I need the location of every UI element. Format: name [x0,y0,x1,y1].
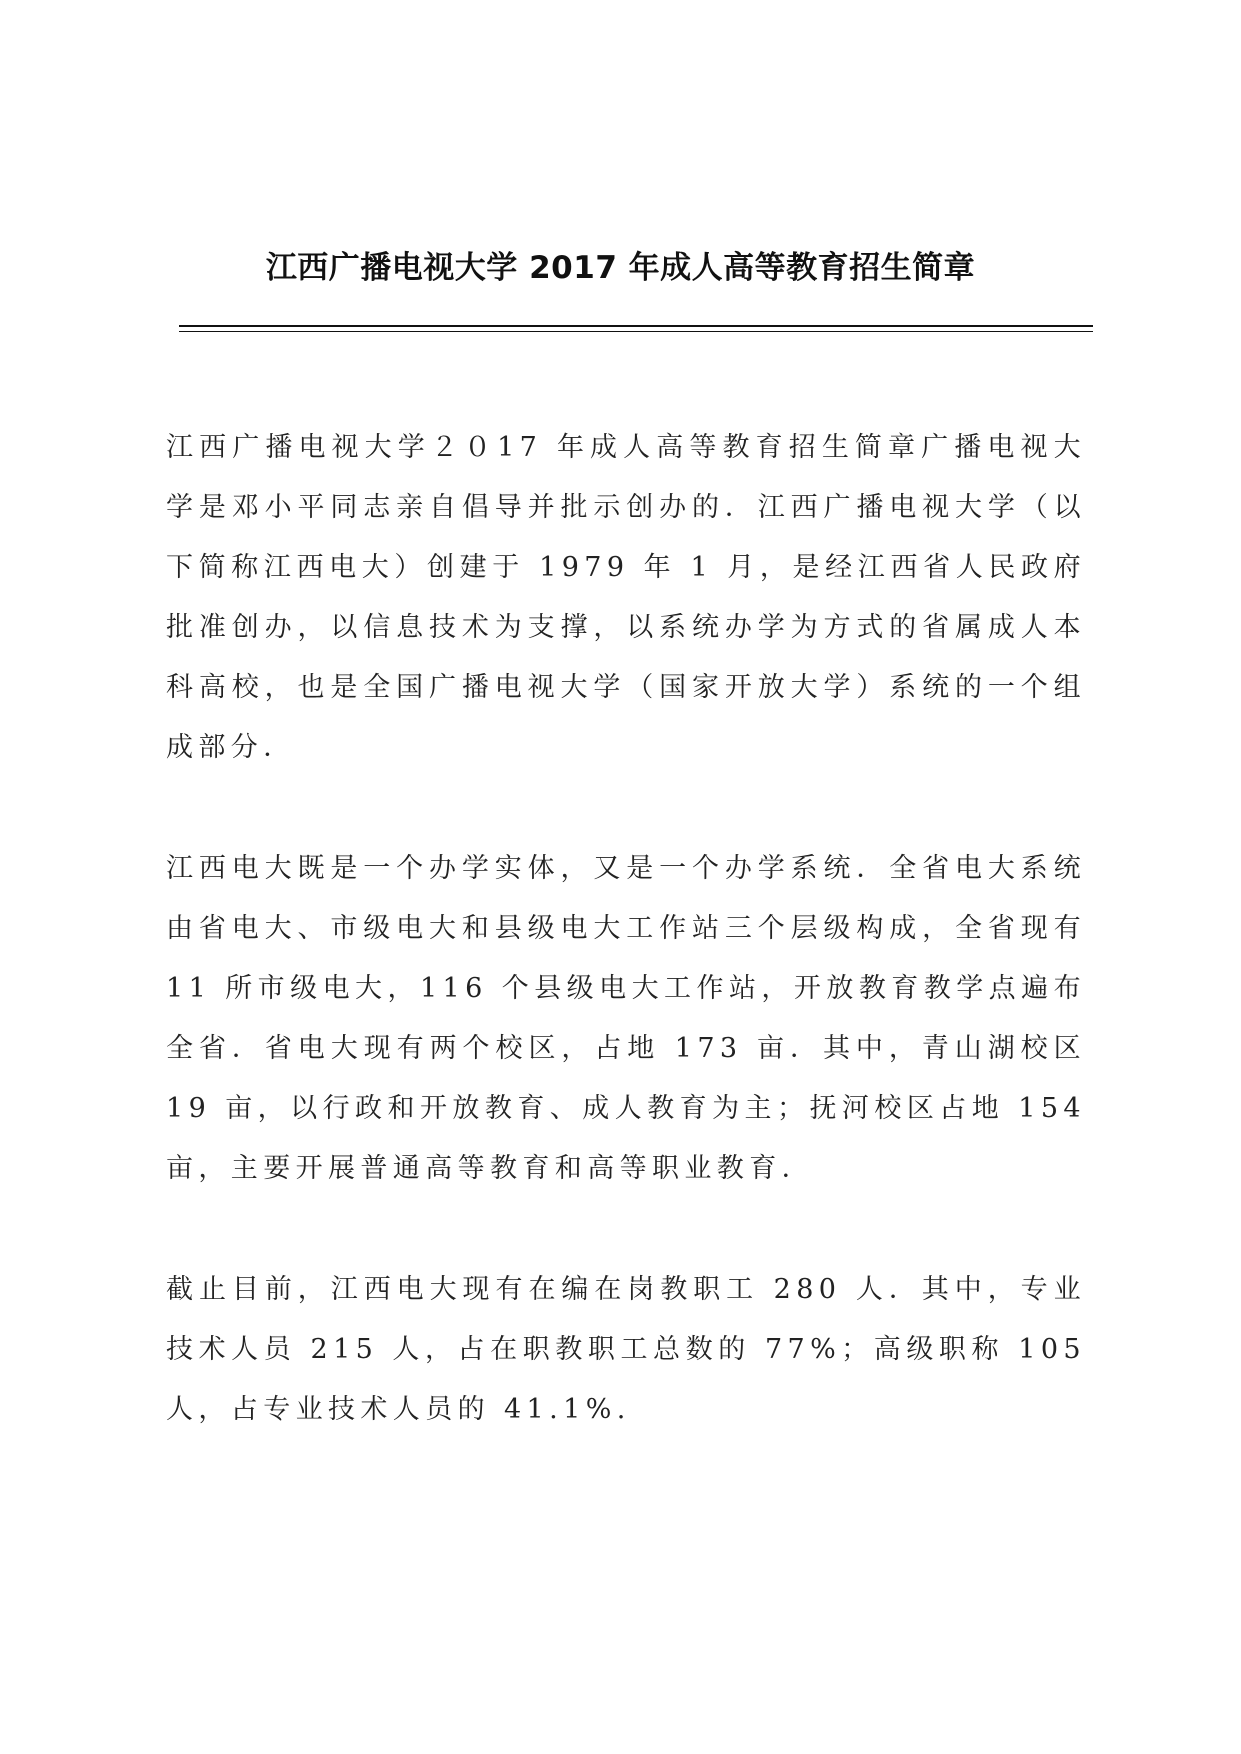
paragraph-staff: 截止目前，江西电大现有在编在岗教职工 280 人．其中，专业技术人员 215 人，占在职教职工总数的 77%；高级职称 105 人，占专业技术人员的 41.1%. [166,1274,1086,1425]
paragraph-system: 江西电大既是一个办学实体，又是一个办学系统．全省电大系统由省电大、市级电大和县级电大工作站三个层级构成，全省现有 11 所市级电大，116 个县级电大工作站，开放教育教学点遍布全省．省电大现有两个校区，占地 173 亩．其中，青山湖校区 19 亩，以行政和开放教育、成人教育为主；抚河校区占地 154 亩，主要开展普通高等教育和高等职业教育． [166,853,1086,1184]
document-body [166,418,1086,1440]
title-divider [179,325,1093,332]
document-title: 江西广播电视大学 2017 年成人高等教育招生简章 [265,250,976,286]
paragraph-intro: 江西广播电视大学２０17 年成人高等教育招生简章广播电视大学是邓小平同志亲自倡导并批示创办的．江西广播电视大学（以下简称江西电大）创建于 1979 年 1 月，是经江西省人民政府批准创办，以信息技术为支撑，以系统办学为方式的省属成人本科高校，也是全国广播电视大学（国家开放大学）系统的一个组成部分． [166,432,1086,763]
